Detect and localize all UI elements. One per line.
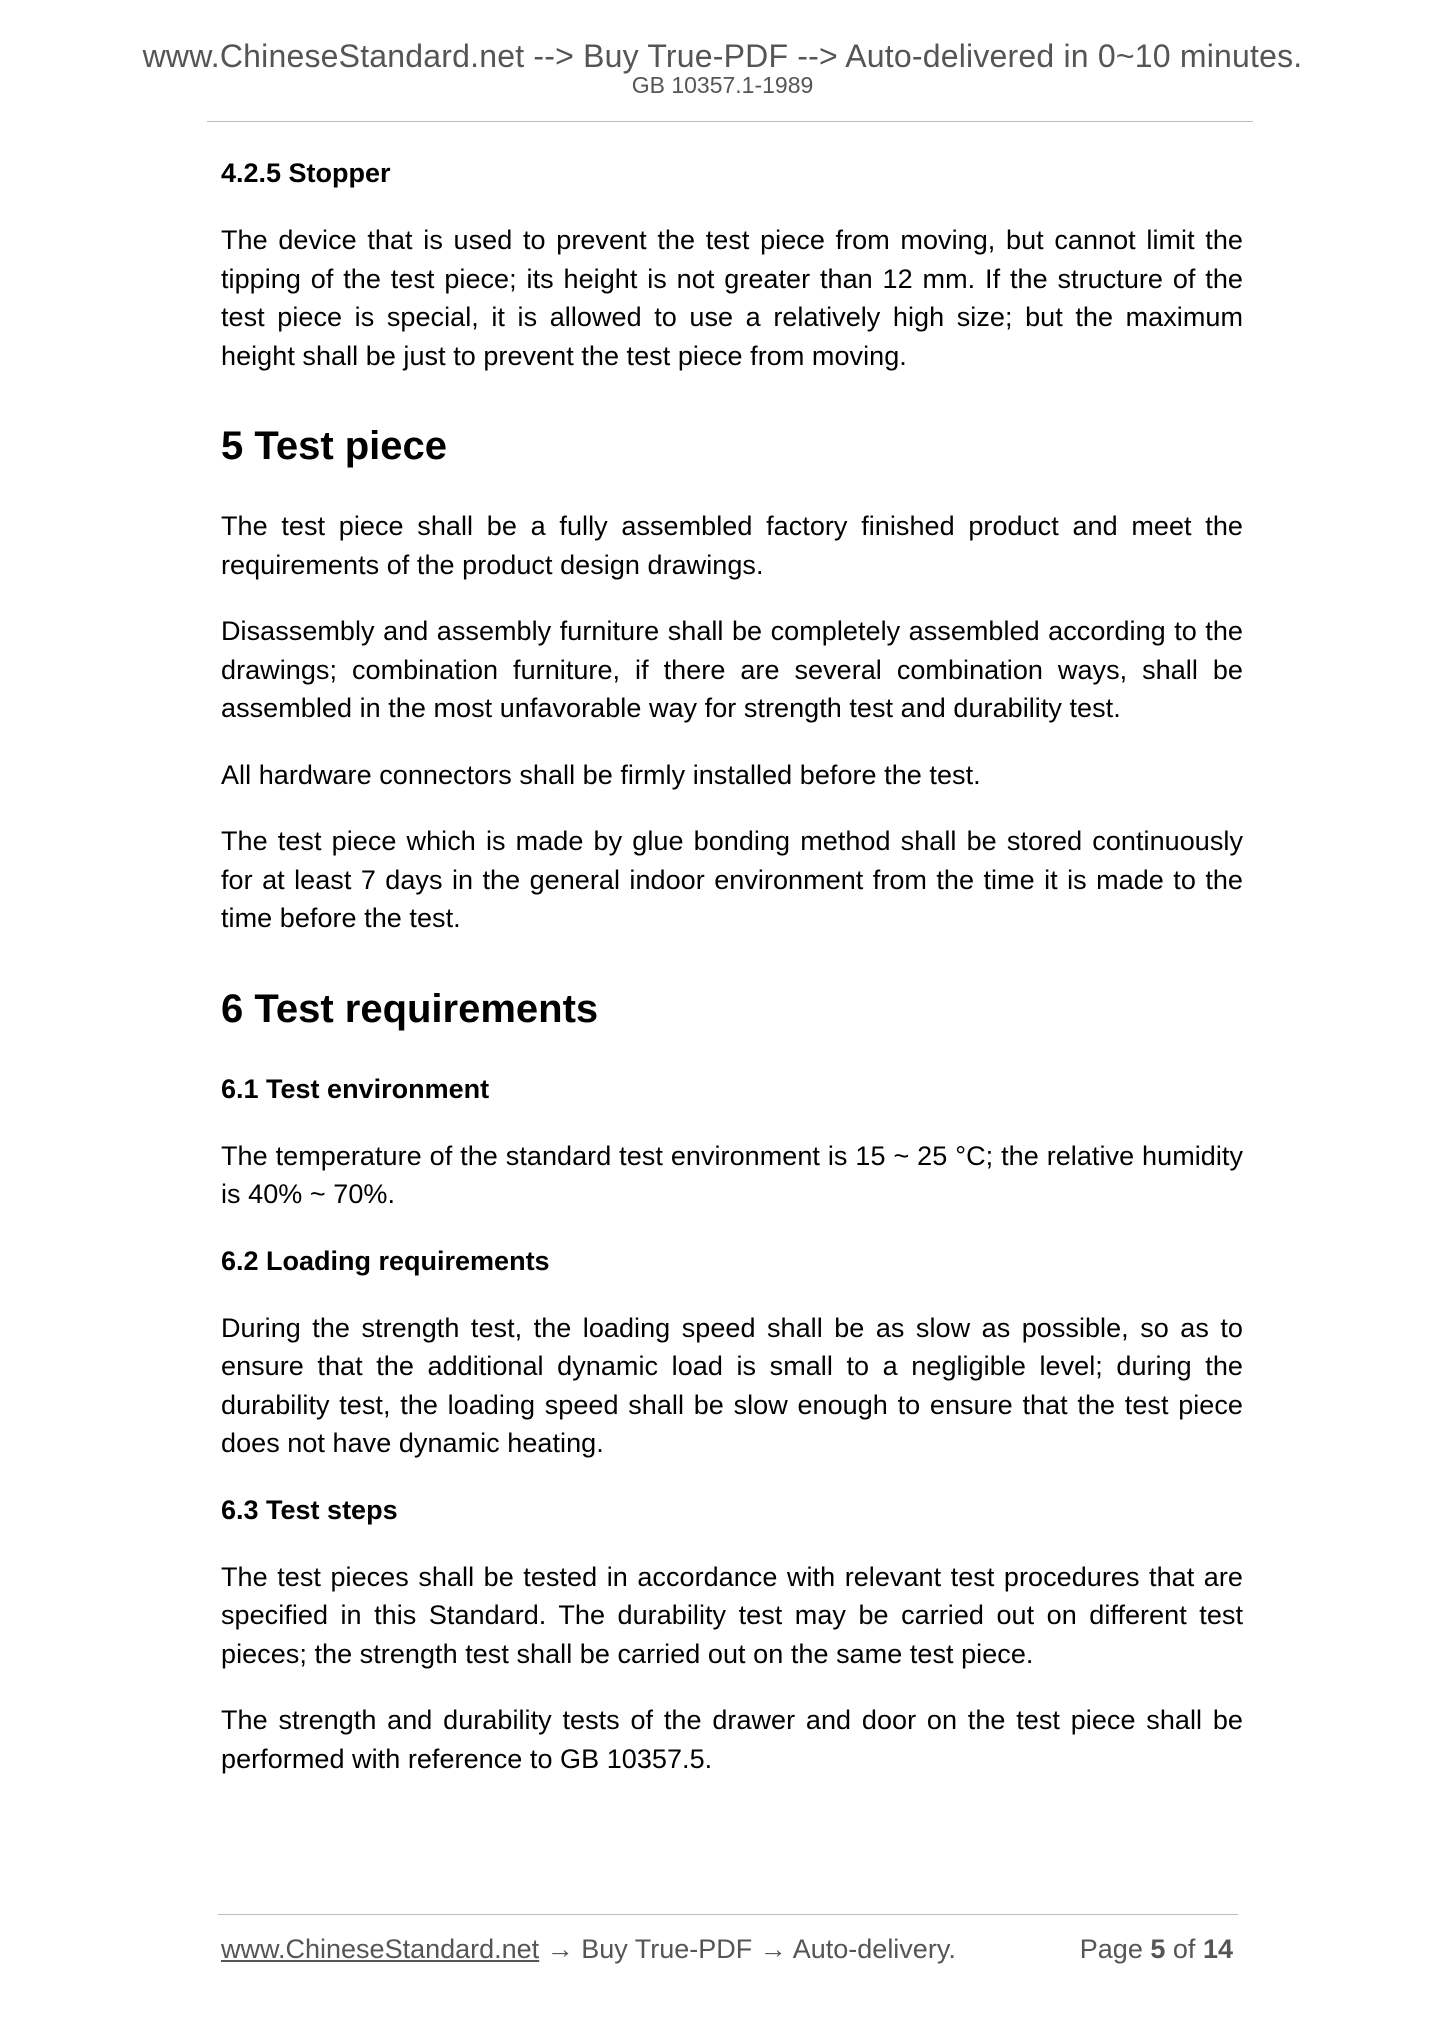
heading-6-3: 6.3 Test steps (221, 1494, 398, 1525)
heading-6-2: 6.2 Loading requirements (221, 1245, 550, 1276)
heading-6: 6 Test requirements (221, 986, 599, 1031)
heading-5: 5 Test piece (221, 424, 448, 468)
page-header (0, 0, 1445, 130)
footer-divider (218, 1914, 1238, 1915)
paragraph: During the strength test, the loading speed shall be as slow as possible, so as to ensure that the additional dynamic load is small to a negligible level; during the durability test, the loading speed shall be slow enough to ensure that the test piece does not have dynamic heating. (221, 1312, 1243, 1458)
page-label: Page (1079, 1934, 1143, 1964)
heading-4-2-5: 4.2.5 Stopper (221, 158, 391, 188)
document-body (221, 154, 1243, 1806)
paragraph: The strength and durability tests of the drawer and door on the test piece shall be performed with reference to GB 10357.5. (221, 1705, 1243, 1774)
current-page-number: 5 (1150, 1934, 1166, 1964)
footer-tagline: → Buy True-PDF → Auto-delivery. (539, 1934, 956, 1964)
total-pages-number: 14 (1202, 1934, 1233, 1964)
header-divider (207, 121, 1253, 122)
heading-6-1: 6.1 Test environment (221, 1073, 490, 1104)
page-of-label: of (1172, 1934, 1196, 1964)
footer-site-link[interactable]: www.ChineseStandard.net (221, 1934, 540, 1964)
footer-left (221, 1934, 956, 1965)
paragraph: The test pieces shall be tested in accordance with relevant test procedures that are specified in this Standard. The durability test may be carried out on different test pieces; the strength test shall be carried out on the same test piece. (221, 1561, 1243, 1669)
paragraph: The test piece shall be a fully assembled factory finished product and meet the requirements of the product design drawings. (221, 511, 1243, 580)
paragraph: Disassembly and assembly furniture shall be completely assembled according to the drawings; combination furniture, if there are several combination ways, shall be assembled in the most unfavorable way for strength test and durability test. (221, 616, 1243, 723)
paragraph: The test piece which is made by glue bonding method shall be stored continuously for at least 7 days in the general indoor environment from the time it is made to the time before the test. (221, 826, 1243, 933)
header-banner[interactable]: www.ChineseStandard.net --> Buy True-PDF --> Auto-delivered in 0~10 minutes. (142, 38, 1303, 74)
paragraph: The device that is used to prevent the test piece from moving, but cannot limit the tipping of the test piece; its height is not greater than 12 mm. If the structure of the test piece is special, it is allowed to use a relatively high size; but the maximum height shall be just to prevent the test piece from moving. (221, 225, 1243, 371)
page-indicator (1080, 1934, 1233, 1965)
paragraph: All hardware connectors shall be firmly installed before the test. (221, 759, 981, 790)
document-id: GB 10357.1-1989 (631, 72, 814, 98)
page-footer (221, 1934, 1233, 1974)
paragraph: The temperature of the standard test environment is 15 ~ 25 °C; the relative humidity is 40% ~ 70%. (221, 1140, 1243, 1209)
